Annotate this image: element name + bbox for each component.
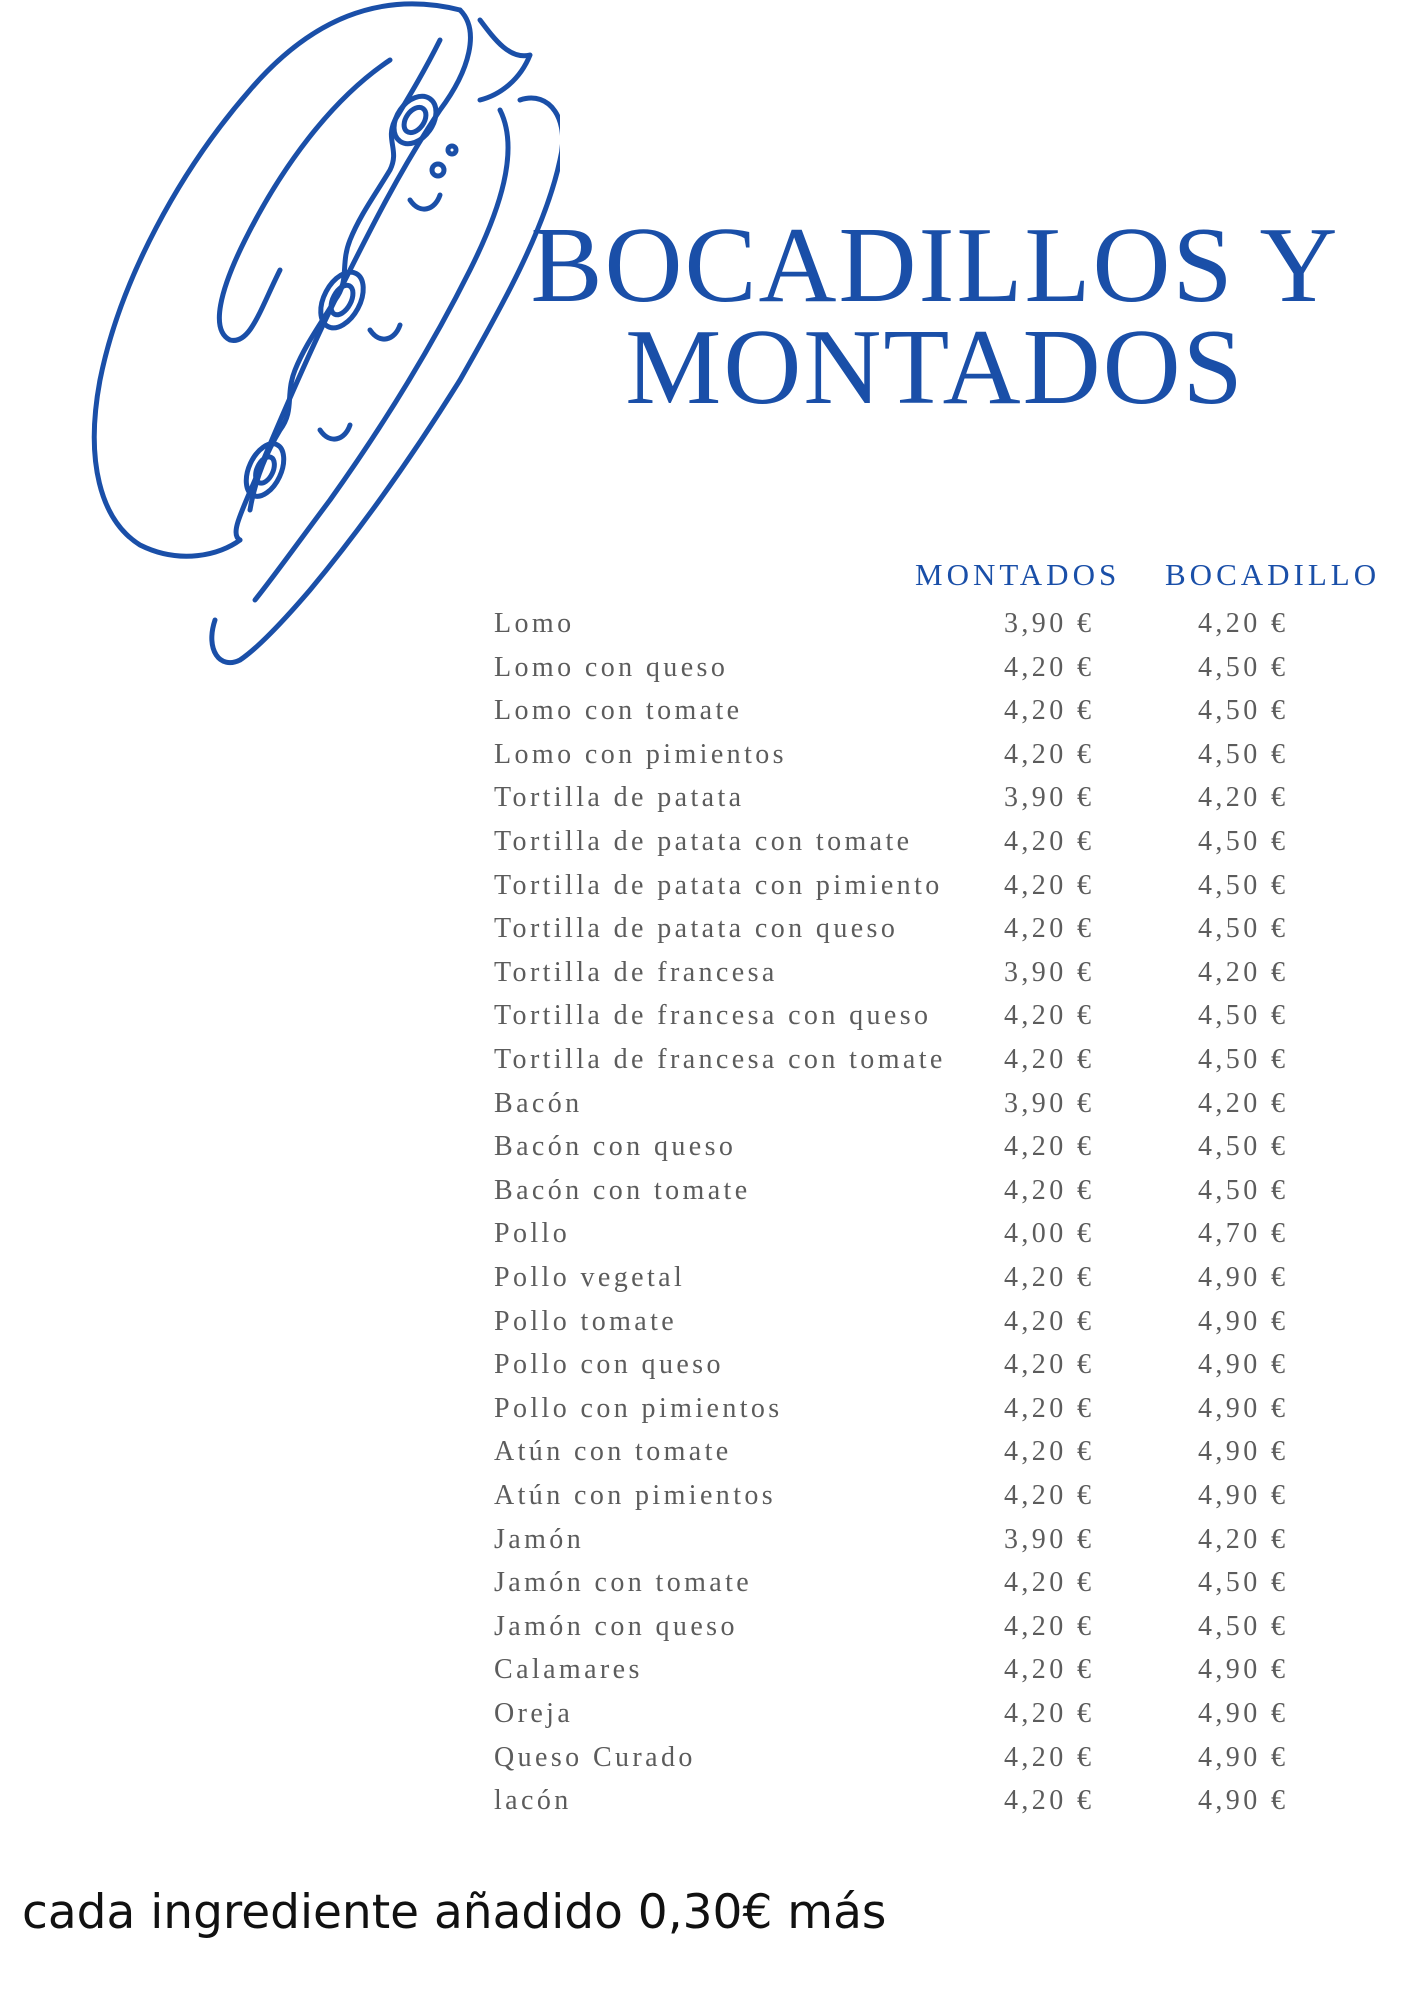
menu-item (0, 695, 1414, 735)
bocadillo-price: 4,50 € (1198, 1044, 1289, 1075)
menu-item-name: Pollo vegetal (494, 1262, 686, 1293)
montado-price: 4,20 € (1004, 1741, 1095, 1773)
menu-item (0, 1785, 1414, 1825)
menu-item (0, 1698, 1414, 1738)
bocadillo-price: 4,90 € (1198, 1741, 1289, 1773)
bocadillo-price: 4,90 € (1198, 1392, 1289, 1424)
menu-item-name: Pollo tomate (494, 1305, 678, 1337)
montado-price: 4,20 € (1004, 738, 1095, 770)
menu-item-name: Bacón con queso (494, 1131, 737, 1163)
menu-item (0, 1393, 1414, 1433)
montado-price: 3,90 € (1004, 1087, 1095, 1119)
montado-price: 4,20 € (1004, 1392, 1095, 1424)
montado-price: 4,20 € (1004, 869, 1095, 901)
menu-item-name: Queso Curado (494, 1741, 696, 1773)
bocadillo-price: 4,50 € (1198, 651, 1289, 683)
menu-item-name: Tortilla de francesa (494, 956, 778, 988)
bocadillo-price: 4,20 € (1198, 1087, 1289, 1119)
menu-item-name: Bacón (494, 1087, 583, 1119)
bocadillo-price: 4,90 € (1198, 1436, 1289, 1468)
montado-price: 4,20 € (1004, 826, 1095, 857)
montado-price: 4,20 € (1004, 1174, 1095, 1206)
bocadillo-price: 4,90 € (1198, 1654, 1289, 1686)
menu-item-name: Tortilla de patata (494, 782, 745, 814)
bocadillo-price: 4,50 € (1198, 1174, 1289, 1206)
menu-item-name: Pollo con queso (494, 1349, 724, 1381)
montado-price: 4,20 € (1004, 651, 1095, 683)
menu-item (0, 782, 1414, 822)
bocadillo-price: 4,90 € (1198, 1785, 1289, 1817)
montado-price: 4,20 € (1004, 1305, 1095, 1337)
menu-item (0, 1654, 1414, 1694)
menu-item (0, 1000, 1414, 1040)
bocadillo-price: 4,50 € (1198, 1131, 1289, 1163)
montado-price: 4,20 € (1004, 1785, 1095, 1817)
menu-item (0, 1436, 1414, 1476)
menu-item (0, 1349, 1414, 1389)
bocadillo-price: 4,50 € (1198, 869, 1289, 901)
menu-item-name: Calamares (494, 1654, 643, 1686)
bocadillo-price: 4,50 € (1198, 826, 1289, 857)
montado-price: 3,90 € (1004, 608, 1095, 639)
menu-item (0, 1262, 1414, 1302)
menu-item-name: Lomo con queso (494, 651, 729, 683)
menu-item (0, 1480, 1414, 1520)
menu-item (0, 652, 1414, 692)
column-header-bocadillo: BOCADILLO (1165, 557, 1381, 592)
menu-item-name: Atún con pimientos (494, 1480, 777, 1511)
bocadillo-price: 4,90 € (1198, 1698, 1289, 1729)
column-header-montados: MONTADOS (915, 557, 1121, 592)
menu-item (0, 1567, 1414, 1607)
menu-item (0, 1611, 1414, 1651)
menu-item-name: Tortilla de patata con pimiento (494, 869, 943, 901)
menu-item-name: Lomo con pimientos (494, 738, 787, 770)
title-line-1: BOCADILLOS Y (530, 206, 1340, 325)
title-line-2: MONTADOS (625, 308, 1245, 427)
bocadillo-price: 4,90 € (1198, 1305, 1289, 1337)
menu-item (0, 1131, 1414, 1171)
bocadillo-price: 4,20 € (1198, 956, 1289, 988)
menu-item-name: Oreja (494, 1698, 574, 1729)
montado-price: 4,20 € (1004, 1654, 1095, 1686)
montado-price: 4,20 € (1004, 1567, 1095, 1599)
menu-item-name: Tortilla de patata con tomate (494, 826, 913, 857)
menu-item (0, 1742, 1414, 1782)
montado-price: 4,20 € (1004, 695, 1095, 727)
bocadillo-price: 4,50 € (1198, 1610, 1289, 1642)
montado-price: 4,20 € (1004, 1436, 1095, 1468)
bocadillo-price: 4,70 € (1198, 1218, 1289, 1250)
montado-price: 4,20 € (1004, 1262, 1095, 1293)
menu-item (0, 739, 1414, 779)
menu-item-name: Jamón con queso (494, 1610, 738, 1642)
menu-item-name: Pollo (494, 1218, 571, 1250)
montado-price: 3,90 € (1004, 956, 1095, 988)
menu-item-name: Bacón con tomate (494, 1174, 751, 1206)
montado-price: 4,20 € (1004, 1131, 1095, 1163)
menu-item (0, 1088, 1414, 1128)
montado-price: 4,20 € (1004, 1480, 1095, 1511)
menu-item-name: Jamón con tomate (494, 1567, 753, 1599)
footer-note: cada ingrediente añadido 0,30€ más (22, 1885, 887, 1940)
menu-item-name: Jamón (494, 1523, 585, 1555)
menu-item (0, 1175, 1414, 1215)
menu-item (0, 826, 1414, 866)
bocadillo-price: 4,20 € (1198, 782, 1289, 814)
montado-price: 4,00 € (1004, 1218, 1095, 1250)
sandwich-illustration-icon (80, 0, 560, 680)
montado-price: 4,20 € (1004, 1000, 1095, 1032)
menu-item (0, 957, 1414, 997)
menu-item-name: Tortilla de francesa con queso (494, 1000, 932, 1032)
bocadillo-price: 4,20 € (1198, 1523, 1289, 1555)
bocadillo-price: 4,90 € (1198, 1262, 1289, 1293)
page-title (530, 206, 1340, 427)
menu-item (0, 608, 1414, 648)
menu-item-name: Lomo (494, 608, 575, 639)
menu-item-name: Pollo con pimientos (494, 1392, 783, 1424)
bocadillo-price: 4,50 € (1198, 1567, 1289, 1599)
menu-item (0, 1044, 1414, 1084)
montado-price: 4,20 € (1004, 1349, 1095, 1381)
menu-item-name: Tortilla de patata con queso (494, 913, 899, 945)
menu-item-name: Atún con tomate (494, 1436, 732, 1468)
menu-item-name: Tortilla de francesa con tomate (494, 1044, 946, 1075)
bocadillo-price: 4,50 € (1198, 1000, 1289, 1032)
menu-item (0, 1524, 1414, 1564)
bocadillo-price: 4,50 € (1198, 738, 1289, 770)
montado-price: 3,90 € (1004, 1523, 1095, 1555)
montado-price: 3,90 € (1004, 782, 1095, 814)
menu-item (0, 1218, 1414, 1258)
menu-item-name: lacón (494, 1785, 572, 1817)
montado-price: 4,20 € (1004, 1698, 1095, 1729)
menu-item-name: Lomo con tomate (494, 695, 743, 727)
bocadillo-price: 4,50 € (1198, 695, 1289, 727)
montado-price: 4,20 € (1004, 1610, 1095, 1642)
montado-price: 4,20 € (1004, 913, 1095, 945)
bocadillo-price: 4,20 € (1198, 608, 1289, 639)
bocadillo-price: 4,90 € (1198, 1349, 1289, 1381)
menu-item (0, 1306, 1414, 1346)
montado-price: 4,20 € (1004, 1044, 1095, 1075)
bocadillo-price: 4,50 € (1198, 913, 1289, 945)
bocadillo-price: 4,90 € (1198, 1480, 1289, 1511)
menu-item (0, 913, 1414, 953)
menu-item (0, 870, 1414, 910)
